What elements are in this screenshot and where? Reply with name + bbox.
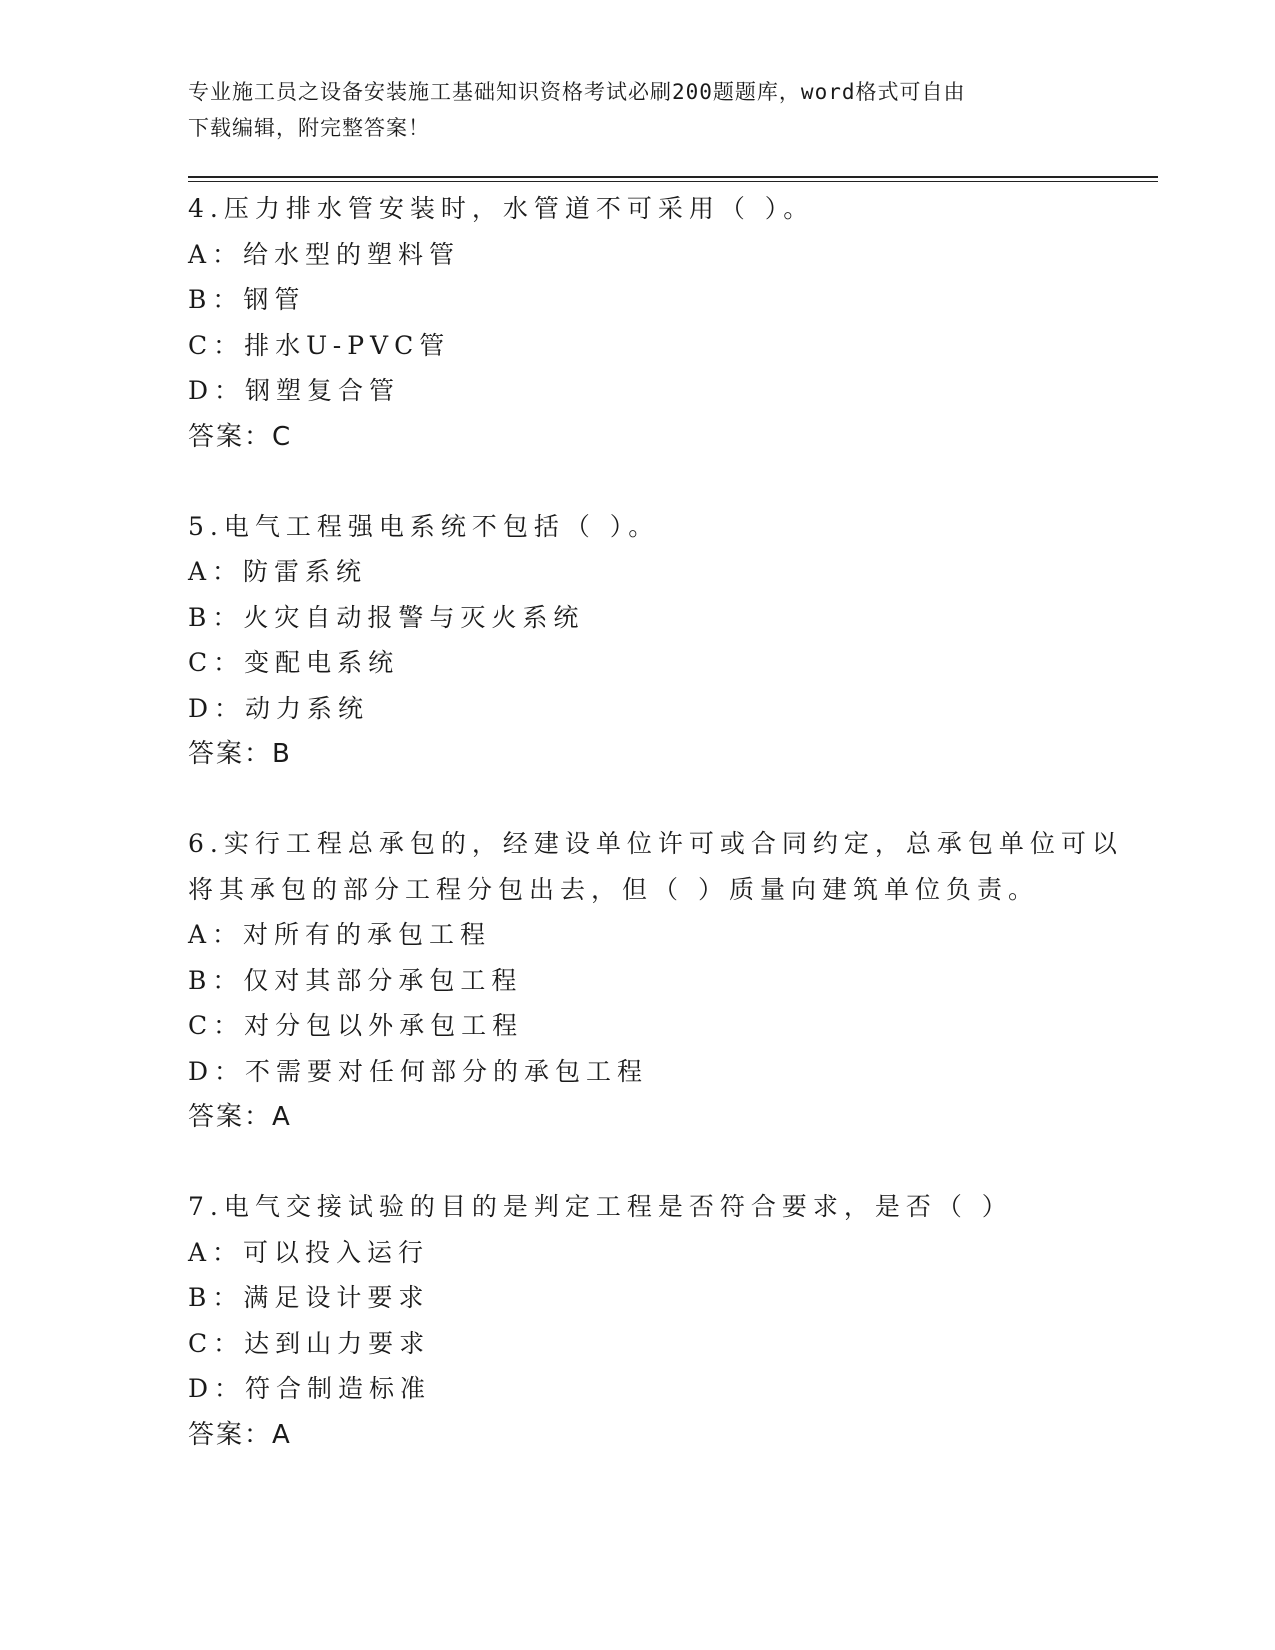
- question-list: [188, 186, 1158, 1502]
- option-d: D：符合制造标准: [188, 1374, 432, 1403]
- question-block: [188, 1184, 1158, 1458]
- option-a: A：给水型的塑料管: [188, 239, 461, 269]
- question-stem: 7.电气交接试验的目的是判定工程是否符合要求，是否（ ）: [188, 1192, 1013, 1221]
- option-d: D：钢塑复合管: [188, 376, 401, 405]
- header-divider-thin: [188, 181, 1158, 182]
- option-a: A：可以投入运行: [188, 1237, 430, 1267]
- answer-line: 答案：B: [188, 739, 292, 769]
- option-b: B：钢管: [188, 285, 306, 314]
- option-b: B：满足设计要求: [188, 1283, 430, 1312]
- answer-line: 答案：A: [188, 1102, 292, 1132]
- option-a: A：对所有的承包工程: [188, 920, 492, 949]
- question-stem-continued: 将其承包的部分工程分包出去，但（ ）质量向建筑单位负责。: [188, 874, 1039, 904]
- question-stem: 4.压力排水管安装时，水管道不可采用（ ）。: [188, 194, 815, 223]
- option-b: B：火灾自动报警与灭火系统: [188, 602, 585, 632]
- document-header: [188, 74, 1068, 146]
- question-block: [188, 821, 1158, 1140]
- header-line-1: 专业施工员之设备安装施工基础知识资格考试必刷200题题库，word格式可自由: [188, 80, 966, 104]
- option-b: B：仅对其部分承包工程: [188, 965, 523, 995]
- question-block: [188, 504, 1158, 778]
- question-stem: 5.电气工程强电系统不包括（ ）。: [188, 511, 660, 541]
- option-c: C：达到山力要求: [188, 1328, 431, 1358]
- option-c: C：对分包以外承包工程: [188, 1011, 524, 1040]
- answer-line: 答案：C: [188, 421, 293, 452]
- option-d: D：动力系统: [188, 693, 370, 723]
- option-c: C：排水U-PVC管: [188, 330, 451, 360]
- option-c: C：变配电系统: [188, 648, 400, 677]
- answer-line: 答案：A: [188, 1419, 292, 1450]
- question-block: [188, 186, 1158, 460]
- option-a: A：防雷系统: [188, 557, 368, 586]
- option-d: D：不需要对任何部分的承包工程: [188, 1056, 649, 1086]
- header-divider-thick: [188, 176, 1158, 178]
- question-stem: 6.实行工程总承包的，经建设单位许可或合同约定，总承包单位可以: [188, 829, 1123, 858]
- header-line-2: 下载编辑，附完整答案！: [188, 116, 430, 140]
